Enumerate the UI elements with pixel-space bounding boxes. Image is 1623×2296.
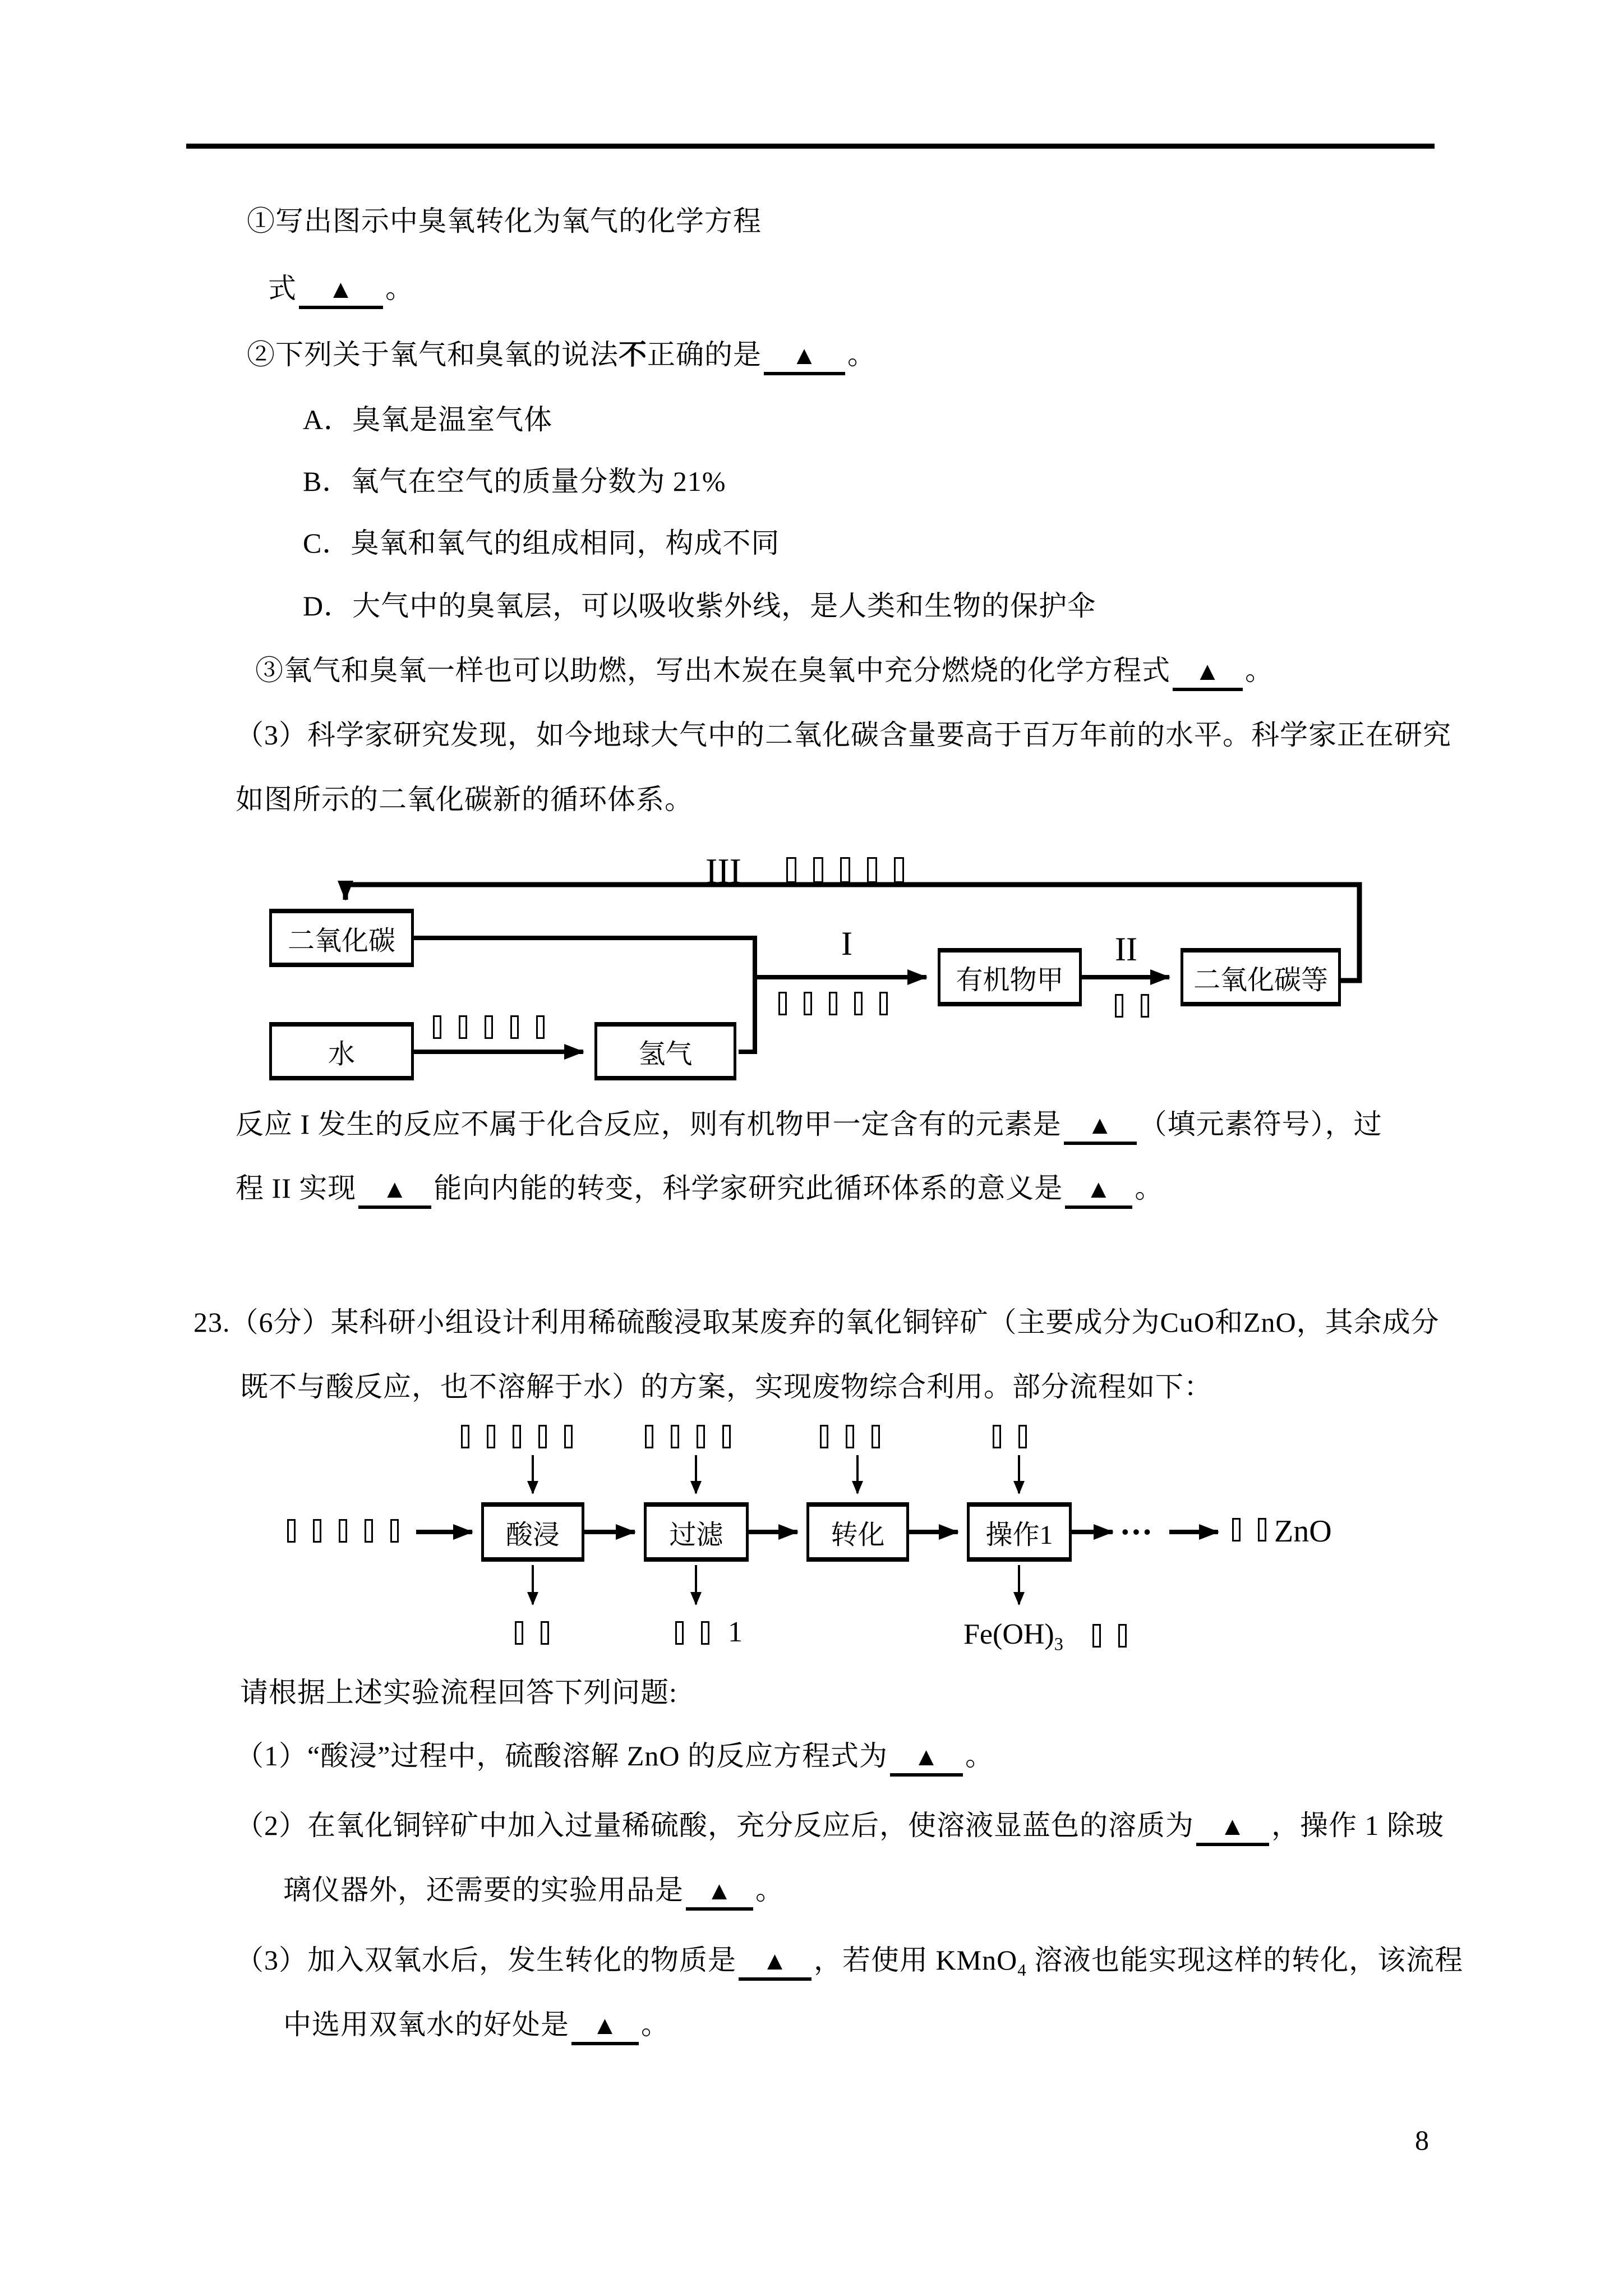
- missing-glyph-box: [786, 857, 796, 883]
- missing-glyph-box: [287, 1519, 296, 1543]
- missing-glyph-box: [671, 1425, 679, 1448]
- text-line: [236, 1170, 1163, 1209]
- text-run: 既不与酸反应，也不溶解于水）的方案，实现废物综合利用。部分流程如下：: [240, 1371, 1212, 1402]
- missing-glyph-box: [645, 1425, 653, 1448]
- formula-subscript: 3: [1054, 1634, 1063, 1654]
- text-run: 正确的是: [647, 339, 762, 370]
- answer-blank: ▲: [686, 1875, 753, 1911]
- text-run: 23.（6分）某科研小组设计利用稀硫酸浸取某废弃的氧化铜锌矿（主要成分为CuO和ZnO，其余成分: [193, 1306, 1440, 1338]
- answer-blank: ▲: [358, 1173, 431, 1209]
- missing-glyph-box: [879, 992, 888, 1015]
- missing-glyph-box: [867, 857, 877, 883]
- text-run: B．氧气在空气的质量分数为 21%: [303, 466, 726, 497]
- text-line: [236, 1807, 1444, 1846]
- text-run: 璃仪器外，还需要的实验用品是: [283, 1874, 684, 1906]
- diagram-box: 转化: [806, 1502, 909, 1562]
- text-line: [240, 1674, 677, 1710]
- diagram-box: 有机物甲: [938, 948, 1082, 1006]
- missing-glyph-box: [313, 1519, 321, 1543]
- missing-glyph-box: [675, 1621, 684, 1645]
- text-line: [268, 270, 414, 309]
- text-line: [303, 463, 726, 499]
- text-run: ③氧气和臭氧一样也可以助燃，写出木炭在臭氧中充分燃烧的化学方程式: [255, 655, 1170, 686]
- missing-glyph-box: [840, 857, 850, 883]
- formula-base: Fe(OH): [963, 1618, 1054, 1650]
- text-run: （2）在氧化铜锌矿中加入过量稀硫酸，充分反应后，使溶液显蓝色的溶质为: [236, 1810, 1194, 1841]
- missing-glyph-box: [365, 1519, 373, 1543]
- text-run: ②下列关于氧气和臭氧的说法: [247, 339, 619, 370]
- diagram-box: 二氧化碳: [269, 909, 414, 967]
- text-line: [247, 203, 762, 239]
- text-line: [255, 652, 1274, 691]
- diagram-label: ZnO: [1274, 1514, 1332, 1549]
- text-run: 式: [268, 273, 297, 304]
- text-run: （填元素符号），过: [1138, 1108, 1382, 1140]
- missing-glyph-box: [433, 1015, 441, 1039]
- text-run: 请根据上述实验流程回答下列问题:: [240, 1677, 677, 1708]
- missing-glyph-box: [829, 992, 837, 1015]
- missing-glyph-box: [722, 1425, 731, 1448]
- missing-glyph-box: [461, 1425, 469, 1448]
- text-run: 。: [1135, 1172, 1164, 1204]
- text-run: 能向内能的转变，科学家研究此循环体系的意义是: [434, 1172, 1063, 1204]
- text-run: （3）加入双氧水后，发生转化的物质是: [236, 1944, 736, 1976]
- missing-glyph-box: [820, 1425, 828, 1448]
- text-run: ，操作 1 除玻: [1271, 1810, 1444, 1841]
- answer-blank: ▲: [739, 1945, 811, 1981]
- text-run: C．臭氧和氧气的组成相同，构成不同: [303, 527, 780, 559]
- formula-label: [963, 1618, 1063, 1654]
- text-run: D．大气中的臭氧层，可以吸收紫外线，是人类和生物的保护伞: [303, 590, 1096, 622]
- text-line: [236, 781, 693, 817]
- answer-blank: ▲: [764, 339, 845, 375]
- missing-glyph-box: [894, 857, 904, 883]
- missing-glyph-box: [697, 1425, 705, 1448]
- diagram-label: II: [1115, 931, 1137, 968]
- missing-glyph-box: [778, 992, 787, 1015]
- answer-blank: ▲: [571, 2009, 639, 2045]
- diagram-box: 操作1: [967, 1502, 1072, 1562]
- text-run: 。: [965, 1740, 994, 1772]
- text-run: 。: [847, 339, 876, 370]
- page-number: 8: [1415, 2124, 1429, 2156]
- text-line: [247, 337, 876, 375]
- text-run: 。: [1245, 655, 1274, 686]
- missing-glyph-box: [564, 1425, 573, 1448]
- diagram-box: 酸浸: [481, 1502, 584, 1562]
- text-line: [303, 402, 552, 438]
- missing-glyph-box: [538, 1425, 547, 1448]
- missing-glyph-box: [510, 1015, 519, 1039]
- text-line: [303, 525, 780, 561]
- text-run: 溶液也能实现这样的转化，该流程: [1026, 1944, 1464, 1976]
- text-run: 。: [385, 273, 414, 304]
- missing-glyph-box: [1115, 994, 1123, 1018]
- answer-blank: ▲: [1196, 1810, 1269, 1846]
- missing-glyph-box: [813, 857, 823, 883]
- missing-glyph-box: [459, 1015, 467, 1039]
- missing-glyph-box: [513, 1425, 521, 1448]
- missing-glyph-box: [1118, 1624, 1127, 1648]
- diagram-label: III: [706, 851, 741, 891]
- text-run: ①写出图示中臭氧转化为氧气的化学方程: [247, 205, 762, 237]
- missing-glyph-box: [1018, 1425, 1027, 1448]
- missing-glyph-box: [701, 1621, 709, 1645]
- answer-blank: ▲: [1173, 655, 1243, 691]
- text-run: 程 II 实现: [236, 1172, 357, 1204]
- diagram-label: I: [841, 925, 852, 962]
- text-line: [283, 2007, 670, 2045]
- answer-blank: ▲: [299, 273, 383, 309]
- text-run: （1）“酸浸”过程中，硫酸溶解 ZnO 的反应方程式为: [236, 1740, 888, 1772]
- missing-glyph-box: [854, 992, 863, 1015]
- diagram-box: 过滤: [644, 1502, 749, 1562]
- missing-glyph-box: [339, 1519, 347, 1543]
- missing-glyph-box: [515, 1621, 523, 1645]
- text-line: [303, 588, 1096, 624]
- diagram-box: 二氧化碳等: [1181, 948, 1341, 1006]
- missing-glyph-box: [1092, 1624, 1101, 1648]
- diagram-label: •••: [1122, 1521, 1155, 1543]
- text-run: 。: [755, 1874, 784, 1906]
- missing-glyph-box: [541, 1621, 549, 1645]
- missing-glyph-box: [1258, 1518, 1266, 1542]
- text-run: 。: [641, 2009, 670, 2040]
- text-run: ，若使用 KMnO: [814, 1944, 1018, 1976]
- answer-blank: ▲: [890, 1741, 963, 1777]
- missing-glyph-box: [487, 1425, 495, 1448]
- missing-glyph-box: [872, 1425, 880, 1448]
- text-run: 中选用双氧水的好处是: [283, 2009, 569, 2040]
- missing-glyph-box: [1232, 1518, 1241, 1542]
- diagram-box: 氢气: [594, 1022, 736, 1080]
- answer-blank: ▲: [1065, 1173, 1132, 1209]
- text-run: 如图所示的二氧化碳新的循环体系。: [236, 784, 693, 815]
- text-line: [193, 1304, 1440, 1340]
- text-line: [240, 1369, 1212, 1405]
- missing-glyph-box: [390, 1519, 399, 1543]
- text-line: [236, 1106, 1382, 1145]
- text-line: [236, 1942, 1463, 1981]
- header-rule: [186, 144, 1435, 149]
- bold-text-run: 不: [619, 339, 647, 370]
- text-run: （3）科学家研究发现，如今地球大气中的二氧化碳含量要高于百万年前的水平。科学家正在研究: [236, 719, 1451, 751]
- text-line: [236, 717, 1451, 753]
- missing-glyph-box: [846, 1425, 854, 1448]
- missing-glyph-box: [536, 1015, 545, 1039]
- missing-glyph-box: [993, 1425, 1001, 1448]
- text-line: [283, 1872, 784, 1911]
- missing-glyph-box: [485, 1015, 493, 1039]
- diagram-box: 水: [269, 1022, 414, 1080]
- answer-blank: ▲: [1064, 1109, 1137, 1145]
- missing-glyph-box: [804, 992, 812, 1015]
- text-run: A．臭氧是温室气体: [303, 404, 553, 435]
- subscript-text: 4: [1017, 1960, 1027, 1980]
- diagram-label: 1: [728, 1616, 743, 1648]
- missing-glyph-box: [1141, 994, 1149, 1018]
- text-run: 反应 I 发生的反应不属于化合反应，则有机物甲一定含有的元素是: [236, 1108, 1062, 1140]
- text-line: [236, 1738, 994, 1777]
